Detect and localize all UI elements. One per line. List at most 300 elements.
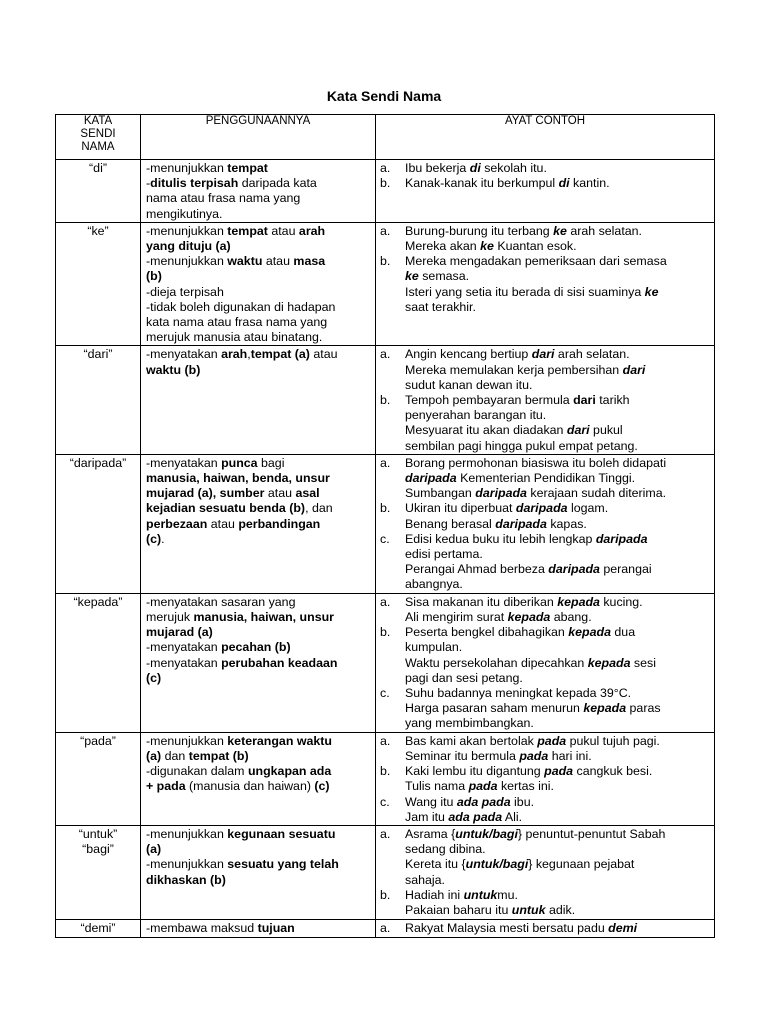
text-run: Kanak-kanak itu berkumpul (405, 176, 559, 191)
text-run: saat terakhir. (405, 299, 476, 314)
text-run: perubahan keadaan (221, 655, 338, 670)
example-text (405, 625, 708, 686)
example-line (405, 532, 708, 547)
text-run: Ibu bekerja (405, 161, 470, 175)
example-item (380, 595, 708, 625)
text-run: -menyatakan (146, 347, 222, 362)
text-run: dikhaskan (b) (146, 872, 226, 887)
table-row (56, 454, 715, 593)
example-text (405, 161, 708, 176)
example-line (405, 562, 708, 577)
document-title: Kata Sendi Nama (326, 88, 442, 104)
example-line (405, 595, 708, 610)
kata-sendi-cell (56, 826, 141, 920)
example-label: a. (380, 827, 391, 842)
text-run: dan (161, 749, 189, 764)
text-run: Angin kencang bertiup (405, 347, 532, 362)
text-run: Borang permohonan biasiswa itu boleh didapati (405, 455, 667, 470)
ayat-contoh-cell (376, 920, 715, 938)
text-run: bagi (257, 455, 285, 470)
example-label: b. (380, 625, 391, 640)
example-line (405, 393, 708, 408)
text-run: Asrama { (405, 827, 456, 842)
text-run: pukul (589, 423, 623, 438)
example-text (405, 532, 708, 593)
text-run: -menunjukkan (146, 254, 228, 269)
penggunaan-line (146, 779, 371, 794)
text-run: sudut kanan dewan itu. (405, 377, 533, 392)
example-label: b. (380, 501, 391, 516)
text-run: ada pada (448, 809, 503, 824)
penggunaan-line (146, 161, 371, 176)
example-item (380, 734, 708, 764)
text-run: kepada (557, 594, 600, 609)
text-run: Benang berasal (405, 516, 496, 531)
penggunaan-cell (141, 160, 376, 223)
text-run: masa (293, 254, 326, 269)
text-run: di (469, 161, 481, 175)
header-line: AYAT CONTOH (504, 115, 586, 127)
table-row (56, 920, 715, 938)
text-run: kepada (507, 610, 551, 625)
text-run: -dieja terpisah (146, 284, 224, 299)
text-run: kepada (583, 701, 627, 716)
example-line (405, 577, 708, 592)
text-run: Kereta itu { (405, 857, 466, 872)
text-run: -menyatakan (146, 455, 222, 470)
example-label: c. (380, 531, 390, 546)
text-run: sedang dibina. (405, 842, 486, 857)
text-run: Hadiah ini (405, 887, 464, 902)
text-run: -menunjukkan (146, 857, 228, 872)
text-run: } penuntut-penuntut Sabah (517, 827, 666, 842)
text-run: Kaki lembu itu digantung (405, 764, 545, 779)
penggunaan-line (146, 285, 371, 300)
text-run: punca (221, 455, 258, 470)
text-run: mu. (497, 887, 518, 902)
text-run: -menunjukkan (146, 733, 228, 748)
text-run: Harga pasaran saham menurun (405, 701, 584, 716)
text-run: kapas. (546, 516, 587, 531)
text-run: kegunaan sesuatu (227, 827, 336, 842)
text-run: ke (480, 239, 494, 254)
text-run: pada (468, 779, 498, 794)
kata-sendi-word: “bagi” (82, 842, 114, 857)
text-run: pecahan (b) (221, 640, 291, 655)
text-run: sembilan pagi hingga pukul empat petang. (405, 438, 638, 453)
example-text (405, 888, 708, 918)
example-label: a. (380, 347, 391, 362)
text-run: atau (262, 254, 294, 269)
text-run: Kementerian Pendidikan Tinggi. (456, 471, 636, 486)
text-run: pada (519, 749, 549, 764)
text-run: kumpulan. (405, 640, 463, 655)
penggunaan-cell (141, 222, 376, 346)
example-line (405, 423, 708, 438)
example-line (405, 795, 708, 810)
example-item (380, 764, 708, 794)
text-run: kepada (568, 625, 611, 640)
text-run: tempat (227, 161, 268, 175)
text-run: merujuk manusia atau binatang. (146, 330, 323, 345)
text-run: Seminar itu bermula (405, 749, 520, 764)
example-line (405, 921, 708, 936)
penggunaan-line (146, 269, 371, 284)
text-run: Sisa makanan itu diberikan (405, 594, 558, 609)
text-run: semasa. (418, 269, 470, 284)
example-item (380, 176, 708, 191)
header-penggunaannya (141, 115, 376, 160)
text-run: ke (553, 223, 567, 238)
text-run: kertas ini. (497, 779, 554, 794)
example-label: b. (380, 176, 391, 191)
example-label: c. (380, 794, 390, 809)
example-text (405, 827, 708, 888)
text-run: sesuatu yang telah (227, 857, 339, 872)
example-line (405, 224, 708, 239)
example-text (405, 176, 708, 191)
example-line (405, 810, 708, 825)
example-item (380, 393, 708, 454)
ayat-contoh-cell (376, 732, 715, 825)
header-line: PENGGUNAANNYA (205, 115, 311, 127)
text-run: atau (267, 223, 299, 238)
example-text (405, 734, 708, 764)
text-run: tarikh (595, 393, 630, 408)
penggunaan-line (146, 486, 371, 501)
text-run: tempat (a) (250, 347, 310, 362)
penggunaan-line (146, 610, 371, 625)
text-run: -menyatakan (146, 655, 222, 670)
penggunaan-line (146, 191, 371, 206)
kata-sendi-cell (56, 732, 141, 825)
text-run: sesi (630, 655, 656, 670)
example-line (405, 671, 708, 686)
text-run: -tidak boleh digunakan di hadapan (146, 299, 336, 314)
penggunaan-line (146, 532, 371, 547)
example-line (405, 161, 708, 176)
penggunaan-line (146, 671, 371, 686)
text-run: paras (626, 701, 661, 716)
example-line (405, 779, 708, 794)
example-line (405, 873, 708, 888)
text-run: arah (298, 223, 326, 238)
text-run: ke (644, 284, 659, 299)
text-run: , dan (305, 501, 333, 516)
penggunaan-line (146, 842, 371, 857)
penggunaan-line (146, 595, 371, 610)
example-line (405, 378, 708, 393)
text-run: perbandingan (238, 516, 321, 531)
ayat-contoh-cell (376, 826, 715, 920)
penggunaan-line (146, 347, 371, 362)
text-run: Perangai Ahmad berbeza (405, 562, 549, 577)
text-run: -membawa maksud (146, 921, 258, 936)
text-run: abang. (550, 610, 592, 625)
penggunaan-cell (141, 732, 376, 825)
table-row (56, 593, 715, 732)
text-run: Rakyat Malaysia mesti bersatu padu (405, 921, 609, 936)
text-run: mujarad (a) (146, 625, 213, 640)
text-run: asal (295, 486, 320, 501)
kata-sendi-cell (56, 920, 141, 938)
example-line (405, 686, 708, 701)
text-run: Suhu badannya meningkat kepada 39°C. (405, 686, 632, 701)
example-line (405, 764, 708, 779)
example-line (405, 471, 708, 486)
example-item (380, 625, 708, 686)
example-line (405, 456, 708, 471)
example-item (380, 501, 708, 531)
penggunaan-line (146, 749, 371, 764)
text-run: (c) (314, 779, 330, 794)
example-line (405, 239, 708, 254)
example-line (405, 656, 708, 671)
example-text (405, 501, 708, 531)
example-line (405, 300, 708, 315)
text-run: ditulis terpisah (150, 176, 239, 191)
table-row (56, 346, 715, 454)
text-run: Peserta bengkel dibahagikan (405, 625, 569, 640)
penggunaan-line (146, 517, 371, 532)
penggunaan-line (146, 625, 371, 640)
header-line: SENDI (80, 128, 116, 140)
penggunaan-line (146, 827, 371, 842)
text-run: . (161, 531, 165, 546)
text-run: (c) (146, 531, 162, 546)
penggunaan-line (146, 857, 371, 872)
example-line (405, 701, 708, 716)
example-line (405, 827, 708, 842)
example-item (380, 827, 708, 888)
text-run: Wang itu (405, 794, 457, 809)
penggunaan-cell (141, 593, 376, 732)
penggunaan-line (146, 239, 371, 254)
penggunaan-line (146, 873, 371, 888)
text-run: daripada (548, 562, 600, 577)
example-text (405, 456, 708, 502)
text-run: Mesyuarat itu akan diadakan (405, 423, 567, 438)
penggunaan-line (146, 456, 371, 471)
text-run: daripada (495, 516, 547, 531)
text-run: pagi dan sesi petang. (405, 670, 523, 685)
example-label: b. (380, 393, 391, 408)
example-item (380, 347, 708, 393)
kata-sendi-cell (56, 160, 141, 223)
kata-sendi-word: “untuk” (78, 827, 118, 842)
example-label: a. (380, 455, 391, 470)
text-run: ada pada (456, 794, 511, 809)
penggunaan-line (146, 224, 371, 239)
text-run: kata nama atau frasa nama yang (146, 315, 328, 330)
ayat-contoh-cell (376, 346, 715, 454)
example-line (405, 363, 708, 378)
text-run: kejadian sesuatu benda (b) (146, 501, 306, 516)
example-label: a. (380, 161, 391, 175)
example-line (405, 640, 708, 655)
penggunaan-cell (141, 826, 376, 920)
example-line (405, 749, 708, 764)
example-line (405, 486, 708, 501)
text-run: + pada (146, 779, 186, 794)
text-run: dua (610, 625, 636, 640)
text-run: di (558, 176, 570, 191)
text-run: Pakaian baharu itu (405, 903, 512, 918)
text-run: dari (622, 362, 646, 377)
text-run: Waktu persekolahan dipecahkan (405, 655, 588, 670)
text-run: (b) (146, 269, 162, 284)
text-run: (a) (146, 749, 162, 764)
example-line (405, 734, 708, 749)
text-run: merujuk (146, 610, 194, 625)
text-run: mujarad (a), sumber (146, 486, 265, 501)
text-run: untuk/bagi (455, 827, 518, 842)
text-run: Tulis nama (405, 779, 469, 794)
text-run: Ukiran itu diperbuat (405, 501, 516, 516)
table-row (56, 222, 715, 346)
table-body (56, 160, 715, 938)
text-run: - (146, 176, 151, 191)
text-run: sekolah itu. (480, 161, 547, 175)
text-run: -menunjukkan (146, 161, 228, 175)
text-run: daripada (515, 501, 568, 516)
ayat-contoh-cell (376, 454, 715, 593)
penggunaan-cell (141, 346, 376, 454)
example-item (380, 888, 708, 918)
example-label: b. (380, 887, 391, 902)
kata-sendi-word: “daripada” (69, 455, 127, 470)
text-run: arah selatan. (554, 347, 630, 362)
text-run: atau (309, 347, 338, 362)
penggunaan-line (146, 207, 371, 222)
penggunaan-line (146, 471, 371, 486)
text-run: yang dituju (a) (146, 239, 231, 254)
penggunaan-cell (141, 454, 376, 593)
kata-sendi-cell (56, 222, 141, 346)
example-text (405, 347, 708, 393)
text-run: (c) (146, 670, 162, 685)
example-label: b. (380, 254, 391, 269)
text-run: penyerahan barangan itu. (405, 408, 547, 423)
text-run: tempat (227, 223, 268, 238)
text-run: -digunakan dalam (146, 764, 248, 779)
penggunaan-line (146, 254, 371, 269)
text-run: -menyatakan sasaran yang (146, 594, 296, 609)
kata-sendi-cell (56, 454, 141, 593)
example-item (380, 254, 708, 315)
text-run: ke (405, 269, 419, 284)
text-run: dari (573, 393, 596, 408)
example-text (405, 224, 708, 254)
text-run: Tempoh pembayaran bermula (405, 393, 574, 408)
table-row (56, 826, 715, 920)
text-run: daripada (405, 471, 457, 486)
example-text (405, 686, 708, 732)
text-run: demi (608, 921, 638, 936)
text-run: daripada (595, 531, 648, 546)
example-line (405, 439, 708, 454)
text-run: tujuan (257, 921, 295, 936)
example-item (380, 224, 708, 254)
text-run: (a) (146, 842, 162, 857)
penggunaan-line (146, 330, 371, 345)
penggunaan-line (146, 363, 371, 378)
text-run: pada (544, 764, 574, 779)
text-run: daripada (475, 486, 527, 501)
header-kata-sendi-nama (56, 115, 141, 160)
text-run: Ali. (502, 809, 523, 824)
example-line (405, 408, 708, 423)
text-run: kucing. (599, 594, 643, 609)
text-run: Isteri yang setia itu berada di sisi suaminya (405, 284, 645, 299)
penggunaan-line (146, 921, 371, 936)
text-run: hari ini. (548, 749, 592, 764)
kata-sendi-word: “demi” (80, 921, 116, 936)
text-run: manusia, haiwan, unsur (193, 610, 334, 625)
kata-sendi-word: “pada” (80, 733, 116, 748)
text-run: ungkapan ada (247, 764, 332, 779)
text-run: -menunjukkan (146, 223, 228, 238)
text-run: untuk/bagi (465, 857, 529, 872)
table-row (56, 160, 715, 223)
text-run: edisi pertama. (405, 547, 483, 562)
example-label: a. (380, 921, 391, 936)
example-label: c. (380, 686, 390, 701)
example-line (405, 888, 708, 903)
example-text (405, 795, 708, 825)
table-row (56, 732, 715, 825)
example-line (405, 903, 708, 918)
example-text (405, 254, 708, 315)
example-label: b. (380, 764, 391, 779)
text-run: atau (264, 486, 296, 501)
example-line (405, 857, 708, 872)
penggunaan-line (146, 501, 371, 516)
example-text (405, 393, 708, 454)
example-line (405, 501, 708, 516)
text-run: waktu (b) (146, 362, 201, 377)
example-item (380, 795, 708, 825)
example-item (380, 161, 708, 176)
text-run: -menyatakan (146, 640, 222, 655)
example-item (380, 921, 708, 936)
text-run: Edisi kedua buku itu lebih lengkap (405, 531, 596, 546)
text-run: kerajaan sudah diterima. (526, 486, 667, 501)
header-line: NAMA (81, 141, 115, 153)
text-run: waktu (227, 254, 263, 269)
example-text (405, 921, 708, 936)
text-run: tempat (b) (188, 749, 249, 764)
example-label: a. (380, 223, 391, 238)
text-run: , (247, 347, 251, 362)
kata-sendi-word: “ke” (87, 223, 109, 238)
text-run: kantin. (569, 176, 610, 191)
text-run: ibu. (510, 794, 535, 809)
text-run: arah (221, 347, 248, 362)
text-run: (manusia dan haiwan) (185, 779, 315, 794)
text-run: logam. (567, 501, 609, 516)
penggunaan-line (146, 176, 371, 191)
example-text (405, 595, 708, 625)
penggunaan-cell (141, 920, 376, 938)
text-run: kepada (587, 655, 631, 670)
example-line (405, 610, 708, 625)
ayat-contoh-cell (376, 593, 715, 732)
example-line (405, 842, 708, 857)
example-line (405, 285, 708, 300)
kata-sendi-cell (56, 593, 141, 732)
text-run: Mereka mengadakan pemeriksaan dari semasa (405, 254, 667, 269)
